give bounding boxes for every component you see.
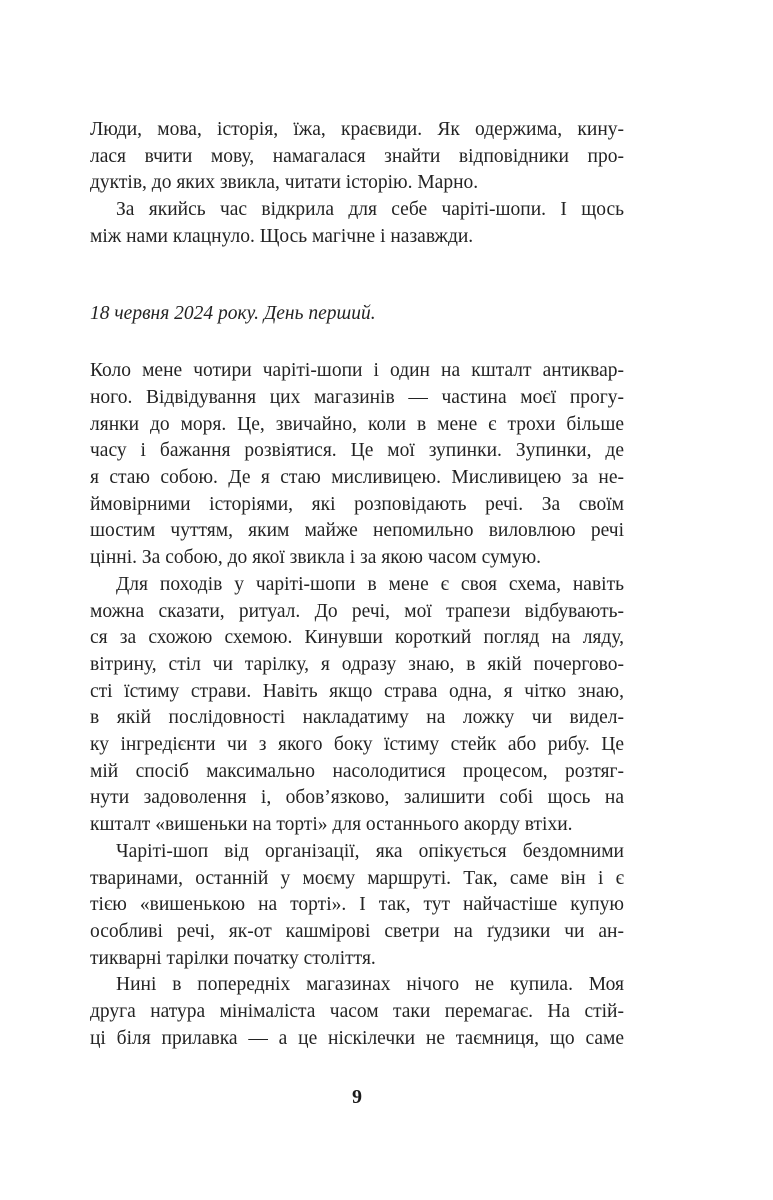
text-line: я стаю собою. Де я стаю мисливицею. Мисливицею за не- (90, 467, 624, 489)
text-line: можна сказати, ритуал. До речі, мої трапези відбувають- (90, 600, 624, 622)
text-line: дуктів, до яких звикла, читати історію. Марно. (90, 172, 479, 194)
text-line: мій спосіб максимально насолодитися процесом, розтяг- (90, 760, 624, 782)
text-line: ймовірними історіями, які розповідають речі. За своїм (90, 493, 624, 515)
paragraph (90, 117, 624, 197)
text-line: Коло мене чотири чаріті-шопи і один на кшталт антиквар- (90, 360, 624, 382)
text-line: ного. Відвідування цих магазинів — частина моєї прогу- (90, 386, 624, 408)
text-line: тваринами, останній у моєму маршруті. Так, саме він і є (90, 867, 624, 889)
paragraph (90, 839, 624, 973)
text-line: шостим чуттям, яким майже непомильно виловлюю речі (90, 520, 624, 542)
text-line: друга натура мінімаліста часом таки перемагає. На стій- (90, 1001, 624, 1023)
text-line: вітрину, стіл чи тарілку, я одразу знаю, в якій почергово- (90, 653, 624, 675)
text-column (90, 117, 624, 1053)
text-line: Для походів у чаріті-шопи в мене є своя схема, навіть (116, 573, 624, 595)
text-line: в якій послідовності накладатиму на ложку чи видел- (90, 707, 624, 729)
text-line: За якийсь час відкрила для себе чаріті-шопи. І щось (116, 199, 624, 221)
text-line: Чаріті-шоп від організації, яка опікується бездомними (116, 840, 624, 862)
text-line: цінні. За собою, до якої звикла і за якою часом сумую. (90, 547, 542, 569)
text-line: кшталт «вишеньки на торті» для останнього акорду втіхи. (90, 814, 573, 836)
text-line: Люди, мова, історія, їжа, краєвиди. Як одержима, кину- (90, 119, 624, 140)
paragraph (90, 972, 624, 1052)
text-line: тикварні тарілки початку століття. (90, 947, 376, 969)
text-line: Нині в попередніх магазинах нічого не купила. Моя (116, 974, 624, 996)
text-line: ся за схожою схемою. Кинувши короткий погляд на ляду, (90, 627, 624, 649)
text-line: лянки до моря. Це, звичайно, коли в мене є трохи більше (90, 413, 624, 435)
paragraph (90, 358, 624, 572)
text-line: особливі речі, як-от кашмірові светри на ґудзики чи ан- (90, 920, 624, 942)
text-line: нути задоволення і, обов’язково, залишити собі щось на (90, 787, 624, 809)
text-line: сті їстиму страви. Навіть якщо страва одна, я чітко знаю, (90, 680, 624, 702)
text-line: між нами клацнуло. Щось магічне і назавжди. (90, 225, 474, 247)
text-line: тією «вишенькою на торті». І так, тут найчастіше купую (90, 894, 624, 916)
text-line: ку інгредієнти чи з якого боку їстиму стейк або рибу. Це (90, 734, 624, 756)
text-line: лася вчити мову, намагалася знайти відповідники про- (90, 145, 624, 167)
date-heading: 18 червня 2024 року. День перший. (90, 302, 376, 324)
page-number: 9 (352, 1086, 362, 1108)
text-line: часу і бажання розвіятися. Це мої зупинки. Зупинки, де (90, 440, 624, 462)
paragraph (90, 572, 624, 839)
paragraph (90, 197, 624, 250)
text-line: ці біля прилавка — а це ніскілечки не таємниця, що саме (90, 1027, 624, 1049)
